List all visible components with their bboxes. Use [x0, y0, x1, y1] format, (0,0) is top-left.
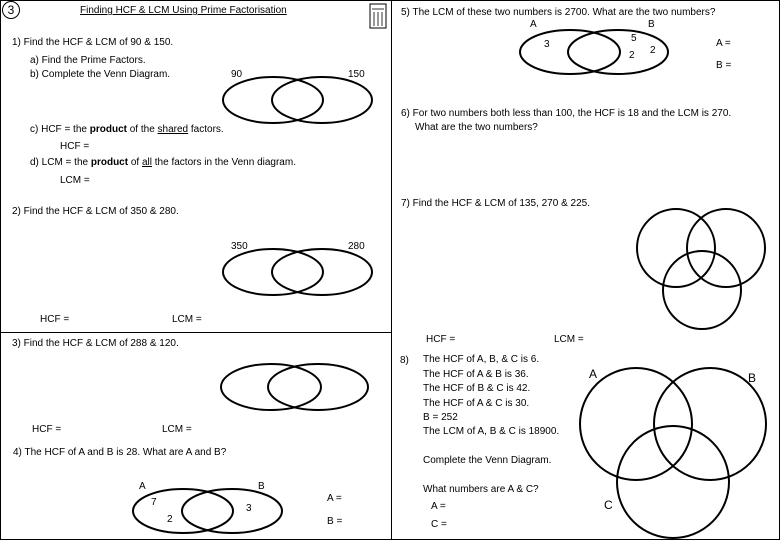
q2-hcf-label: HCF =: [40, 314, 70, 325]
q2-question: 2) Find the HCF & LCM of 350 & 280.: [12, 206, 179, 217]
q8-c-answer: C =: [431, 519, 447, 530]
q8-venn: [580, 368, 766, 538]
q8-number: 8): [400, 355, 409, 366]
q2-right-number: 280: [348, 241, 365, 252]
q1-part-d: d) LCM = the product of all the factors in the Venn diagram.: [30, 157, 296, 168]
q8-line-1: The HCF of A, B, & C is 6.: [423, 354, 540, 365]
q5-label-a: A: [530, 19, 537, 30]
q5-venn: [520, 30, 668, 74]
q5-number-2-shared: 2: [629, 50, 635, 61]
q6-question-line1: 6) For two numbers both less than 100, the HCF is 18 and the LCM is 270.: [401, 108, 732, 119]
q5-number-3: 3: [544, 39, 550, 50]
q4-number-2: 2: [167, 514, 173, 525]
q8-line-6: The LCM of A, B & C is 18900.: [423, 426, 560, 437]
q1-lcm-label: LCM =: [60, 175, 90, 186]
q1-part-a: a) Find the Prime Factors.: [30, 55, 146, 66]
q2-left-number: 350: [231, 241, 248, 252]
q7-hcf-label: HCF =: [426, 334, 456, 345]
q8-ask: What numbers are A & C?: [423, 484, 539, 495]
q1-part-b: b) Complete the Venn Diagram.: [30, 69, 171, 80]
q5-a-answer: A =: [716, 38, 731, 49]
q8-line-5: B = 252: [423, 412, 458, 423]
q8-label-c: C: [604, 498, 613, 512]
q8-instruction: Complete the Venn Diagram.: [423, 455, 552, 466]
q4-question: 4) The HCF of A and B is 28. What are A and B?: [13, 447, 227, 458]
q2-venn: [223, 249, 372, 295]
q4-a-answer: A =: [327, 493, 342, 504]
q4-number-3: 3: [246, 503, 252, 514]
q1-hcf-label: HCF =: [60, 141, 90, 152]
q8-line-4: The HCF of A & C is 30.: [423, 398, 530, 409]
q1-left-number: 90: [231, 69, 243, 80]
q6-question-line2: What are the two numbers?: [415, 122, 538, 133]
q8-label-b: B: [748, 371, 757, 385]
q5-number-5: 5: [631, 33, 637, 44]
q5-question: 5) The LCM of these two numbers is 2700. What are the two numbers?: [401, 7, 716, 18]
q8-line-2: The HCF of A & B is 36.: [423, 369, 529, 380]
q8-label-a: A: [589, 367, 598, 381]
q3-question: 3) Find the HCF & LCM of 288 & 120.: [12, 338, 179, 349]
q7-lcm-label: LCM =: [554, 334, 584, 345]
q4-number-7: 7: [151, 497, 157, 508]
q1-venn: [223, 77, 372, 123]
q3-venn: [221, 364, 368, 410]
q7-question: 7) Find the HCF & LCM of 135, 270 & 225.: [401, 198, 590, 209]
q7-venn: [637, 209, 765, 329]
q4-b-answer: B =: [327, 516, 343, 527]
q3-hcf-label: HCF =: [32, 424, 62, 435]
q2-lcm-label: LCM =: [172, 314, 202, 325]
q4-venn: [133, 489, 282, 533]
q5-label-b: B: [648, 19, 655, 30]
worksheet-number-badge: 3: [2, 1, 20, 19]
q3-lcm-label: LCM =: [162, 424, 192, 435]
q1-question: 1) Find the HCF & LCM of 90 & 150.: [12, 37, 174, 48]
worksheet-title: Finding HCF & LCM Using Prime Factorisation: [80, 5, 287, 16]
q5-number-2-right: 2: [650, 45, 656, 56]
q4-label-b: B: [258, 481, 265, 492]
q8-line-3: The HCF of B & C is 42.: [423, 383, 531, 394]
q1-right-number: 150: [348, 69, 365, 80]
q1-part-c: c) HCF = the product of the shared factors.: [30, 124, 224, 135]
q5-b-answer: B =: [716, 60, 732, 71]
q8-a-answer: A =: [431, 501, 446, 512]
q4-label-a: A: [139, 481, 146, 492]
calculator-icon: [370, 4, 386, 28]
